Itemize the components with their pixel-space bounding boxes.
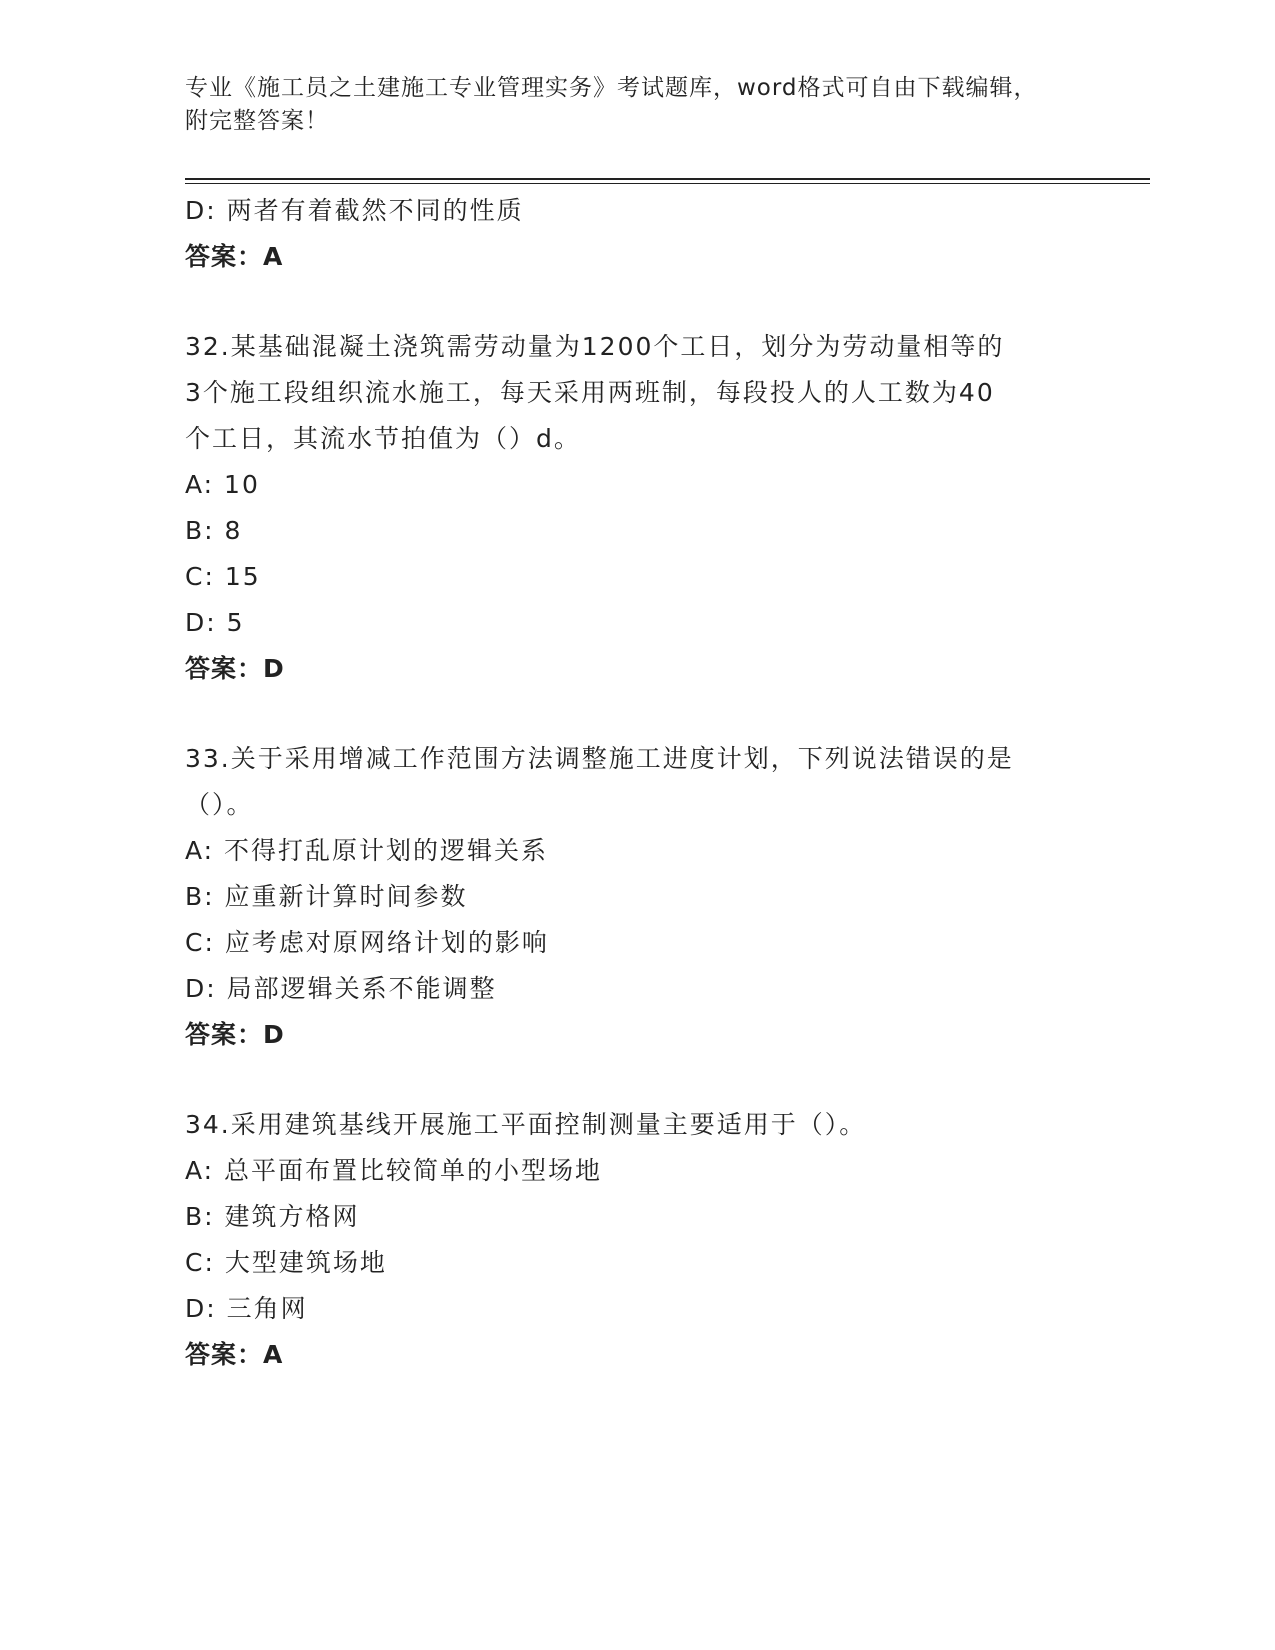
document-header: [185, 72, 1085, 138]
question-33: [185, 736, 1085, 1058]
option-c: C: 应考虑对原网络计划的影响: [185, 928, 549, 957]
option-b: B: 8: [185, 516, 243, 545]
option-a: A: 总平面布置比较简单的小型场地: [185, 1156, 603, 1185]
question-32: [185, 324, 1085, 692]
question-content: [185, 188, 1085, 1378]
option-d: D: 两者有着截然不同的性质: [185, 196, 524, 225]
option-c: C: 大型建筑场地: [185, 1248, 387, 1277]
option-d: D: 三角网: [185, 1294, 308, 1323]
question-34: [185, 1102, 1085, 1378]
answer-line: 答案：A: [185, 1340, 284, 1369]
spacer: [185, 692, 1085, 736]
question-text-line: 34.采用建筑基线开展施工平面控制测量主要适用于（）。: [185, 1110, 867, 1139]
option-c: C: 15: [185, 562, 261, 591]
option-d: D: 5: [185, 608, 245, 637]
option-a: A: 不得打乱原计划的逻辑关系: [185, 836, 549, 865]
question-text-line: （）。: [185, 790, 254, 819]
header-rule-thick: [185, 178, 1150, 180]
answer-line: 答案：D: [185, 1020, 285, 1049]
answer-line: 答案：A: [185, 242, 284, 271]
question-text-line: 33.关于采用增减工作范围方法调整施工进度计划，下列说法错误的是: [185, 744, 1014, 773]
header-line-1: 专业《施工员之土建施工专业管理实务》考试题库，word格式可自由下载编辑，: [185, 75, 1038, 101]
option-b: B: 应重新计算时间参数: [185, 882, 468, 911]
question-text-line: 个工日，其流水节拍值为（）d。: [185, 424, 581, 453]
spacer: [185, 280, 1085, 324]
spacer: [185, 1058, 1085, 1102]
option-a: A: 10: [185, 470, 260, 499]
question-text-line: 3个施工段组织流水施工，每天采用两班制，每段投人的人工数为40: [185, 378, 995, 407]
option-b: B: 建筑方格网: [185, 1202, 360, 1231]
question-text-line: 32.某基础混凝土浇筑需劳动量为1200个工日，划分为劳动量相等的: [185, 332, 1005, 361]
answer-line: 答案：D: [185, 654, 285, 683]
header-line-2: 附完整答案！: [185, 108, 329, 134]
previous-question-tail: [185, 188, 1085, 280]
header-rule-thin: [185, 183, 1150, 184]
option-d: D: 局部逻辑关系不能调整: [185, 974, 497, 1003]
